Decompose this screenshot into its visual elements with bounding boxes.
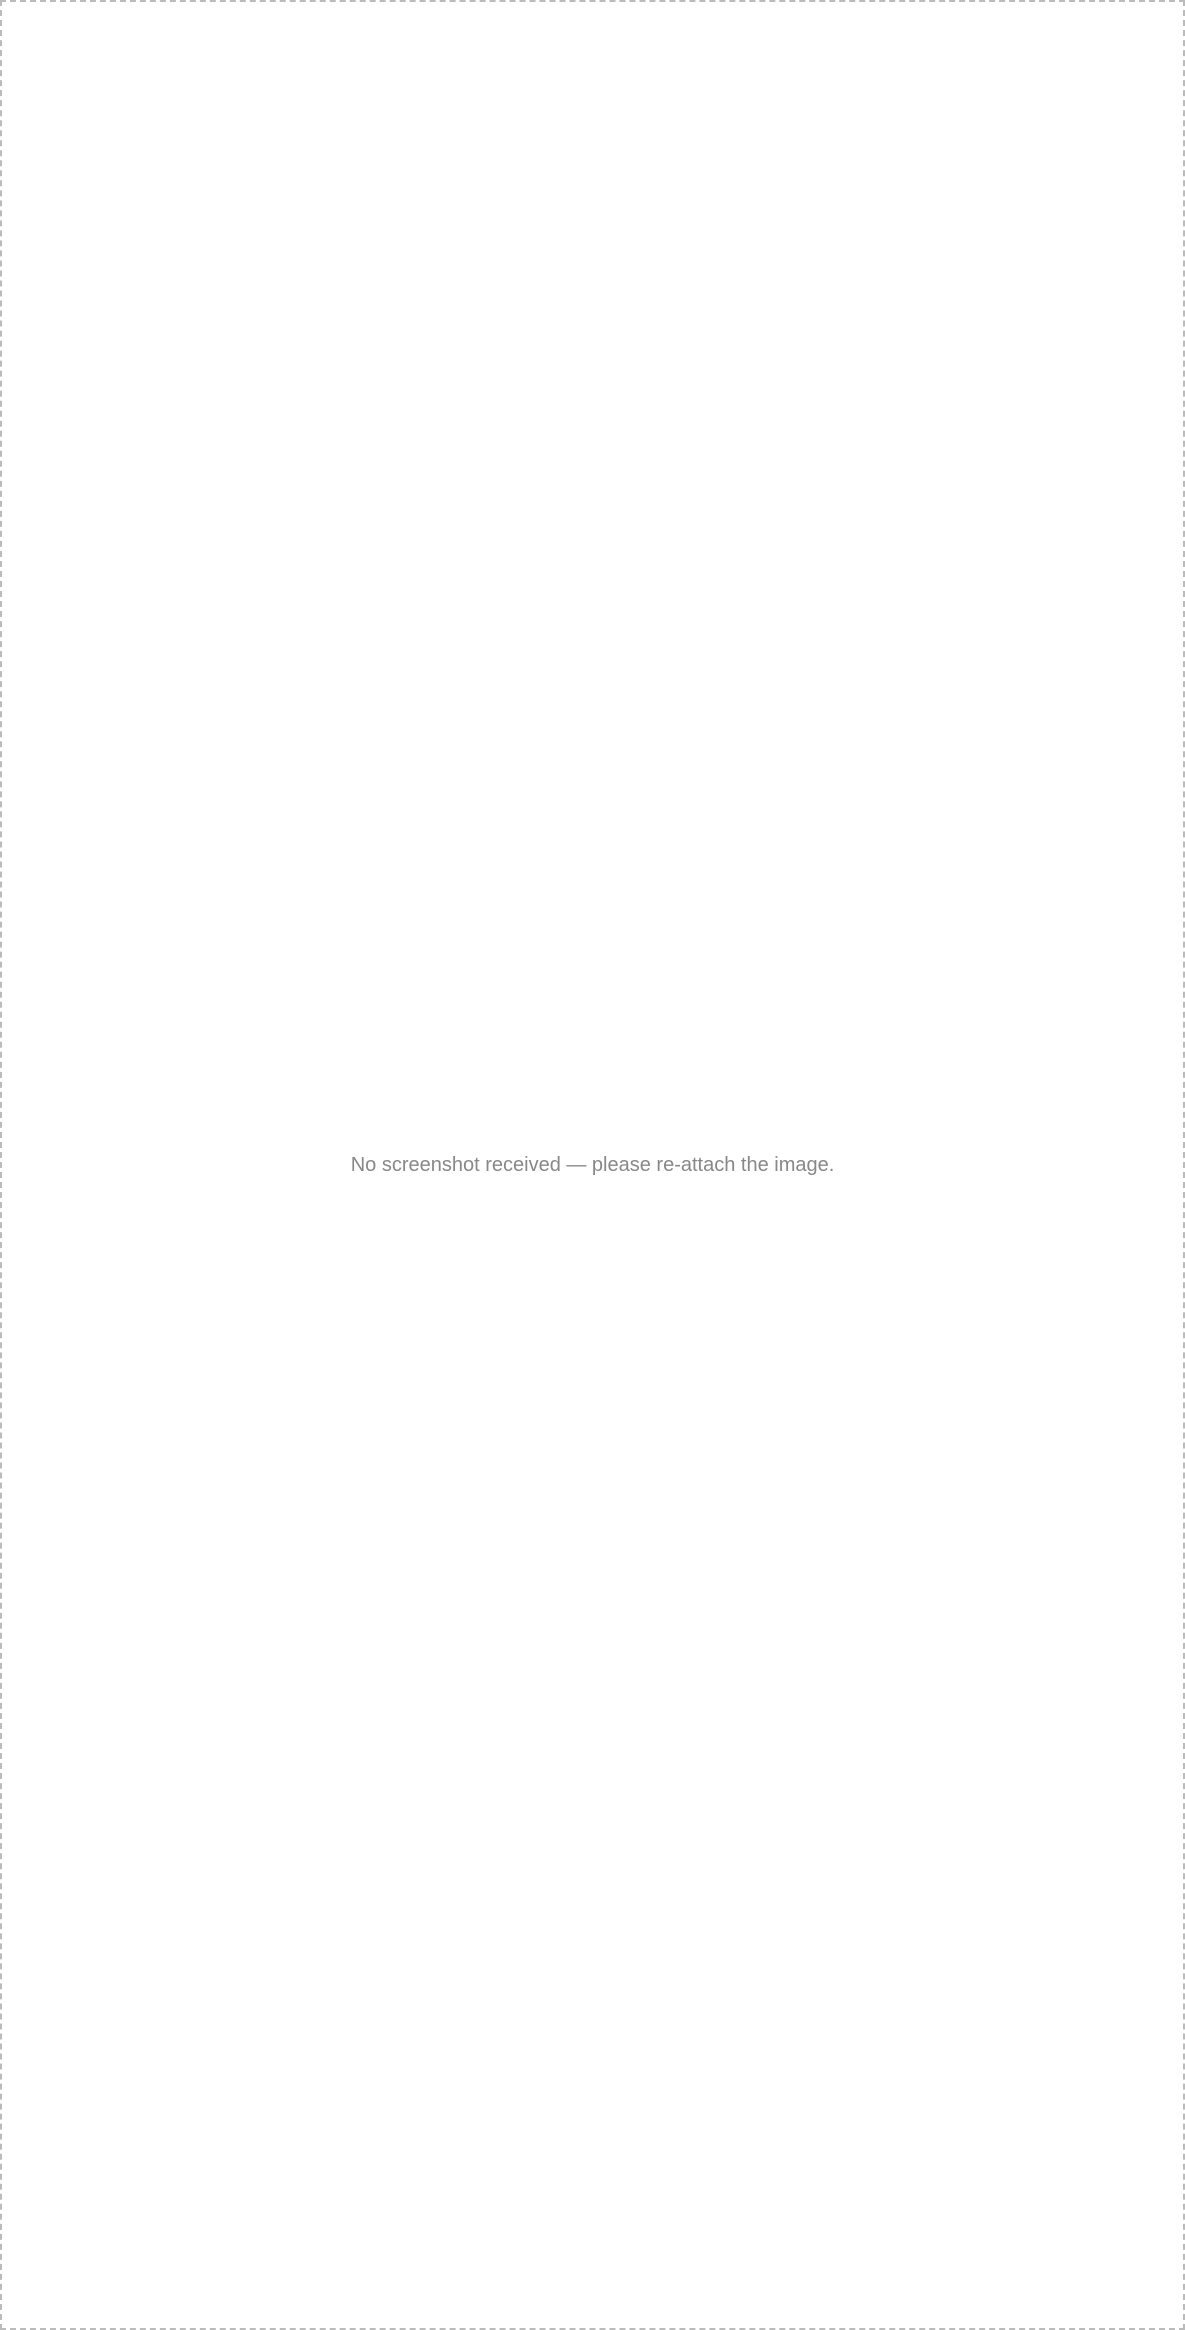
status-message: No screenshot received — please re-attach the image.	[350, 1153, 835, 1176]
